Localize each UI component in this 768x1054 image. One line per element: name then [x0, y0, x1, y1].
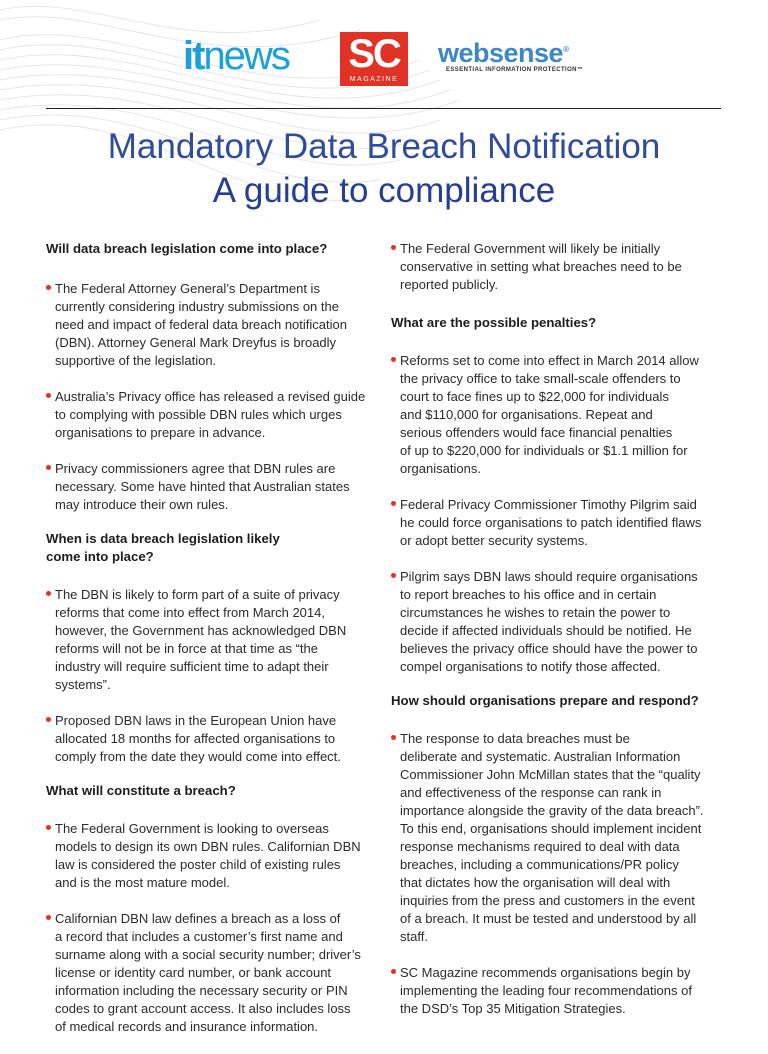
sc-logo-subtext: MAGAZINE — [349, 76, 399, 83]
right-column — [391, 240, 725, 1036]
bullet-item — [391, 352, 725, 478]
bullet-item — [46, 586, 378, 694]
section-heading: What will constitute a breach? — [46, 783, 236, 798]
bullet-item — [391, 730, 725, 946]
bullet-dot — [46, 591, 51, 596]
bullet-item — [391, 964, 725, 1018]
bullet-dot — [46, 825, 51, 830]
bullet-text: Reforms set to come into effect in March 2014 allow the privacy office to take small-scale offenders to court to face fines up to $22,000 for individuals and $110,000 for organisations. Repeat and serious offenders would face financial penalties of up to $220,000 for individuals or $1.1 million for organisations. — [400, 353, 699, 476]
bullet-text: The DBN is likely to form part of a suite of privacy reforms that come into effect from March 2014, however, the Government has acknowledged DBN reforms will not be in force at that time as “the industry will require sufficient time to adapt their systems”. — [55, 587, 347, 692]
bullet-item — [46, 820, 378, 892]
header-divider — [46, 108, 721, 109]
bullet-dot — [46, 915, 51, 920]
bullet-text: The Federal Government is looking to overseas models to design its own DBN rules. Californian DBN law is considered the poster child of existing rules and is the most mature model. — [55, 821, 361, 890]
bullet-item — [46, 910, 378, 1036]
bullet-text: Californian DBN law defines a breach as a loss of a record that includes a customer’s first name and surname along with a social security number; driver’s license or identity card number, or bank account information including the necessary security or PIN codes to grant account access. It also includes loss of medical records and insurance information. — [55, 911, 361, 1034]
itnews-logo-news: news — [203, 34, 289, 78]
websense-registered-mark: ® — [563, 45, 569, 54]
bullet-dot — [391, 969, 396, 974]
websense-tagline: ESSENTIAL INFORMATION PROTECTION™ — [446, 67, 584, 73]
bullet-item — [46, 460, 378, 514]
bullet-dot — [391, 357, 396, 362]
bullet-dot — [46, 393, 51, 398]
bullet-text: The Federal Attorney General’s Department is currently considering industry submissions on the need and impact of federal data breach notification (DBN). Attorney General Mark Dreyfus is broadly supportive of the legislation. — [55, 281, 347, 368]
websense-logo-text: websense — [438, 38, 564, 68]
bullet-text: SC Magazine recommends organisations begin by implementing the leading four recommendations of the DSD’s Top 35 Mitigation Strategies. — [400, 965, 692, 1016]
bullet-item — [391, 568, 725, 676]
bullet-text: The response to data breaches must be deliberate and systematic. Australian Information Commissioner John McMillan states that the “quality and effectiveness of the response can rank in importance alongside the gravity of the data breach”. To this end, organisations should implement incident response mechanisms required to deal with data breaches, including a communications/PR policy that dictates how the organisation will deal with inquiries from the press and customers in the event of a breach. It must be tested and understood by all staff. — [400, 731, 704, 944]
bullet-item — [46, 712, 378, 766]
section-heading: How should organisations prepare and respond? — [391, 693, 699, 708]
bullet-dot — [46, 717, 51, 722]
bullet-text: Federal Privacy Commissioner Timothy Pilgrim said he could force organisations to patch identified flaws or adopt better security systems. — [400, 497, 702, 548]
logo-bar — [0, 30, 768, 90]
bullet-text: Australia’s Privacy office has released a revised guide to complying with possible DBN rules which urges organisations to prepare in advance. — [55, 389, 366, 440]
bullet-dot — [391, 501, 396, 506]
websense-logo — [438, 40, 583, 73]
bullet-item — [46, 388, 378, 442]
bullet-dot — [391, 573, 396, 578]
section-heading: Will data breach legislation come into place? — [46, 241, 328, 256]
bullet-dot — [391, 245, 396, 250]
title-line-2: A guide to compliance — [212, 171, 556, 210]
section-heading: When is data breach legislation likely come into place? — [46, 531, 280, 564]
sc-logo-text: SC — [348, 32, 400, 76]
section-heading: What are the possible penalties? — [391, 315, 597, 330]
bullet-dot — [46, 465, 51, 470]
sc-magazine-logo — [340, 32, 408, 86]
bullet-text: Privacy commissioners agree that DBN rules are necessary. Some have hinted that Australian states may introduce their own rules. — [55, 461, 350, 512]
bullet-dot — [46, 285, 51, 290]
bullet-item — [391, 240, 725, 294]
bullet-text: Proposed DBN laws in the European Union have allocated 18 months for affected organisations to comply from the date they would come into effect. — [55, 713, 341, 764]
page-title — [0, 126, 768, 214]
itnews-logo — [183, 36, 289, 76]
left-column — [46, 240, 378, 1054]
bullet-item — [391, 496, 725, 550]
title-line-1: Mandatory Data Breach Notification — [107, 127, 661, 166]
bullet-dot — [391, 735, 396, 740]
bullet-item — [46, 280, 378, 370]
bullet-text: The Federal Government will likely be initially conservative in setting what breaches need to be reported publicly. — [400, 241, 682, 292]
itnews-logo-it: it — [183, 34, 204, 78]
bullet-text: Pilgrim says DBN laws should require organisations to report breaches to his office and in certain circumstances he wishes to retain the power to decide if affected individuals should be notified. He believes the privacy office should have the power to compel organisations to notify those affected. — [400, 569, 698, 674]
